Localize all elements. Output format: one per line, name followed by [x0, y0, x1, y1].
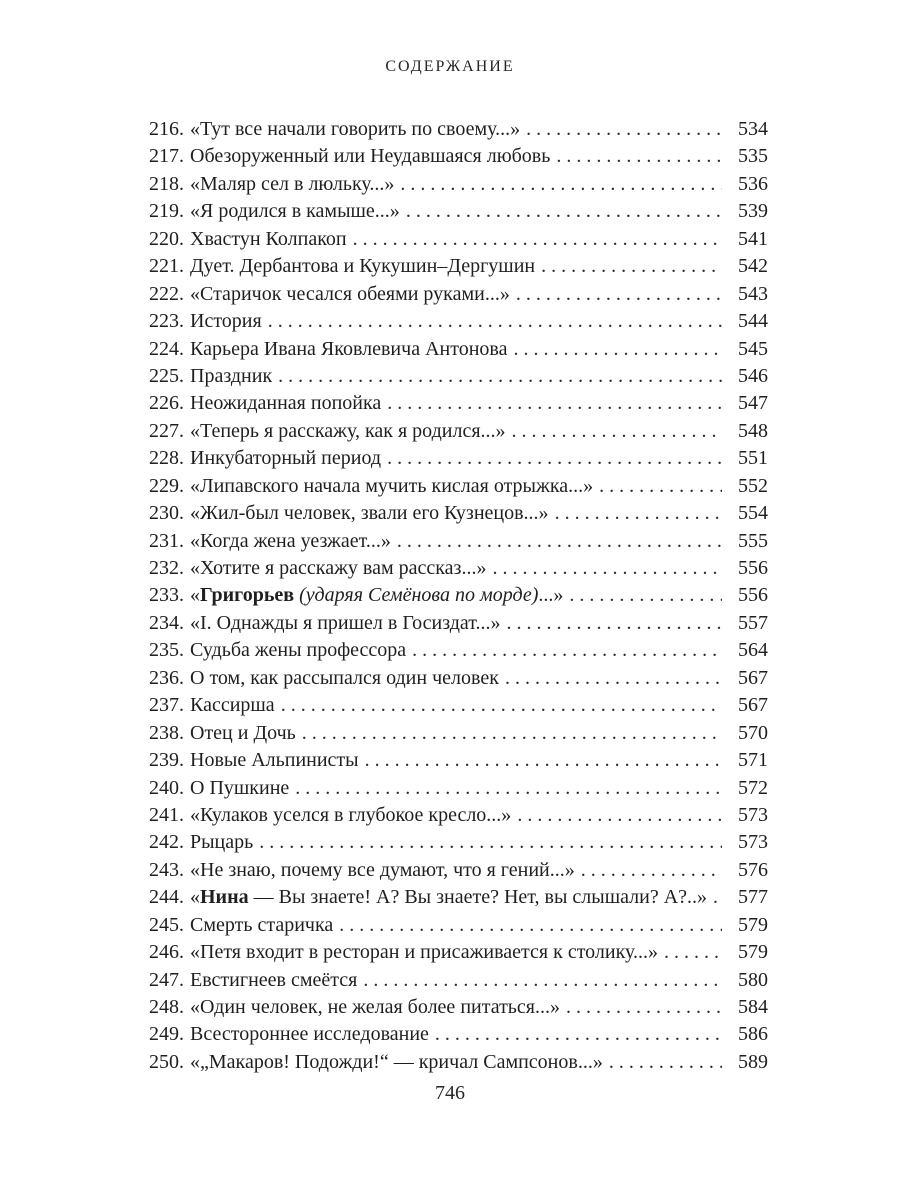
toc-entry-number: 240.	[149, 776, 184, 799]
toc-entry	[149, 500, 768, 527]
dot-leader	[526, 116, 722, 143]
toc-entry-title-segment: «Маляр сел в люльку...»	[190, 172, 395, 195]
toc-entry-number: 250.	[149, 1050, 184, 1073]
toc-page-number: 542	[738, 255, 768, 278]
toc-entry-text	[149, 829, 253, 856]
toc-entry-title-segment: Инкубаторный период	[190, 447, 382, 470]
toc-entry	[149, 171, 768, 198]
toc-entry	[149, 912, 768, 939]
dot-leader	[581, 857, 722, 884]
toc-entry	[149, 665, 768, 692]
toc-entry-number: 242.	[149, 831, 184, 854]
toc-page-number: 572	[738, 776, 768, 799]
dot-leader	[268, 308, 722, 335]
toc-entry-number: 247.	[149, 968, 184, 991]
toc-entry	[149, 363, 768, 390]
toc-entry-text	[149, 747, 359, 774]
toc-entry-title-segment: Карьера Ивана Яковлевича Антонова	[190, 337, 508, 360]
toc-entry-title-segment: «	[190, 584, 200, 607]
toc-entry-number: 239.	[149, 749, 184, 772]
dot-leader	[339, 912, 722, 939]
dot-leader	[512, 418, 722, 445]
toc-entry-number: 235.	[149, 639, 184, 662]
toc-entry-text	[149, 473, 593, 500]
toc-entry-title-segment: Кассирша	[190, 694, 275, 717]
toc-page-number: 564	[738, 639, 768, 662]
toc-entry-title-segment: О том, как рассыпался один человек	[190, 666, 499, 689]
toc-entry-text	[149, 500, 549, 527]
toc-page-number: 545	[738, 337, 768, 360]
toc-entry-title-segment: О Пушкине	[190, 776, 290, 799]
toc-entry-title-segment: «	[190, 886, 200, 909]
toc-entry-number: 218.	[149, 172, 184, 195]
toc-entry-text	[149, 692, 275, 719]
dot-leader	[492, 555, 722, 582]
toc-entry-number: 230.	[149, 502, 184, 525]
toc-entry	[149, 829, 768, 856]
toc-entry-number: 226.	[149, 392, 184, 415]
toc-entry-number: 231.	[149, 529, 184, 552]
toc-entry-number: 216.	[149, 118, 184, 140]
toc-entry-text	[149, 1049, 603, 1076]
toc-entry-title-segment: Хвастун Колпакоп	[190, 227, 347, 250]
toc-page-number: 584	[738, 996, 768, 1018]
dot-leader	[406, 198, 722, 225]
toc-entry-text	[149, 967, 357, 994]
toc-entry-number: 234.	[149, 611, 184, 634]
toc-page-number: 567	[738, 694, 768, 717]
toc-entry-title-segment: «Один человек, не желая более питаться...»	[190, 996, 560, 1018]
toc-entry-text	[149, 281, 510, 308]
dot-leader	[664, 939, 722, 966]
toc-entry	[149, 720, 768, 747]
toc-entry	[149, 555, 768, 582]
toc-page-number: 573	[738, 831, 768, 854]
toc-entry-title-segment: «Старичок чесался обеями руками...»	[190, 282, 510, 305]
toc-entry-title-segment: «Не знаю, почему все думают, что я гений...»	[190, 858, 575, 881]
toc-entry	[149, 884, 768, 911]
dot-leader	[516, 281, 722, 308]
toc-entry-title-segment: «Теперь я расскажу, как я родился...»	[190, 419, 506, 442]
dot-leader	[541, 253, 722, 280]
toc-entry-text	[149, 775, 289, 802]
toc-entry	[149, 418, 768, 445]
toc-entry	[149, 528, 768, 555]
toc-page-number: 579	[738, 941, 768, 964]
toc-entry-text	[149, 939, 658, 966]
toc-page-number: 546	[738, 364, 768, 387]
dot-leader	[507, 610, 722, 637]
toc-entry	[149, 802, 768, 829]
toc-entry	[149, 857, 768, 884]
toc-entry-title-segment: Новые Альпинисты	[190, 749, 359, 772]
toc-page-number: 576	[738, 858, 768, 881]
toc-entry	[149, 198, 768, 225]
toc-entry	[149, 336, 768, 363]
toc-entry-title-segment: Неожиданная попойка	[190, 392, 382, 415]
dot-leader	[281, 692, 722, 719]
toc-entry-number: 223.	[149, 310, 184, 333]
toc-entry-number: 237.	[149, 694, 184, 717]
toc-entry-number: 243.	[149, 858, 184, 881]
toc-entry	[149, 692, 768, 719]
toc-entry-number: 217.	[149, 145, 184, 168]
toc-entry	[149, 390, 768, 417]
toc-entry-text	[149, 555, 486, 582]
dot-leader	[400, 171, 722, 198]
toc-entry-text	[149, 1021, 429, 1048]
toc-entry	[149, 143, 768, 170]
toc-entry-title-segment: Смерть старичка	[190, 913, 334, 936]
dot-leader	[569, 582, 722, 609]
toc-entry-text	[149, 226, 347, 253]
toc-entry-title-segment: — Вы знаете! А? Вы знаете? Нет, вы слышали? А?..»	[248, 886, 708, 909]
toc-entry-text	[149, 884, 707, 911]
toc-page-number: 544	[738, 310, 768, 333]
toc-entry-text	[149, 308, 262, 335]
toc-entry-title-segment: Рыцарь	[190, 831, 254, 854]
toc-entry-title-segment: Всестороннее исследование	[190, 1023, 429, 1046]
toc-page-number: 548	[738, 419, 768, 442]
dot-leader	[397, 528, 722, 555]
toc-entry	[149, 610, 768, 637]
toc-entry-title-segment: «„Макаров! Подожди!“ — кричал Сампсонов...»	[190, 1050, 603, 1073]
dot-leader	[517, 802, 722, 829]
dot-leader	[353, 226, 722, 253]
toc-entry-text	[149, 610, 501, 637]
toc-entry-number: 232.	[149, 557, 184, 579]
toc-page-number: 555	[738, 529, 768, 552]
toc-entry	[149, 1049, 768, 1076]
toc-entry-text	[149, 665, 499, 692]
toc-entry-number: 224.	[149, 337, 184, 360]
toc-entry	[149, 582, 768, 609]
toc-entry-text	[149, 994, 560, 1021]
toc-page-number: 551	[738, 447, 768, 470]
toc-entry	[149, 747, 768, 774]
toc-entry	[149, 967, 768, 994]
toc-page-number: 541	[738, 227, 768, 250]
toc-entry-number: 233.	[149, 584, 184, 607]
toc-entry-title-segment: «Жил-был человек, звали его Кузнецов...»	[190, 502, 549, 525]
dot-leader	[278, 363, 722, 390]
toc-entry-title-segment: «Когда жена уезжает...»	[190, 529, 391, 552]
toc-entry-title-segment: Праздник	[190, 364, 273, 387]
toc-entry	[149, 994, 768, 1021]
toc-entry	[149, 226, 768, 253]
toc-entry-text	[149, 253, 535, 280]
toc-entry	[149, 253, 768, 280]
toc-page-number: 536	[738, 172, 768, 195]
toc-entry-text	[149, 143, 550, 170]
toc-entry-number: 225.	[149, 364, 184, 387]
toc-entry-title-segment: «Я родился в камыше...»	[190, 200, 400, 223]
dot-leader	[365, 747, 722, 774]
toc-entry-title-segment: «Петя входит в ресторан и присаживается к столику...»	[190, 941, 659, 964]
toc-page-number: 570	[738, 721, 768, 744]
dot-leader	[363, 967, 722, 994]
toc-entry	[149, 116, 768, 143]
toc-entry-title-segment: (ударяя Семёнова по морде)	[299, 584, 539, 607]
toc-entry-title-segment: Отец и Дочь	[190, 721, 296, 744]
toc-page-number: 543	[738, 282, 768, 305]
toc-page-number: 567	[738, 666, 768, 689]
dot-leader	[713, 884, 722, 911]
dot-leader	[505, 665, 722, 692]
toc-entry-text	[149, 363, 272, 390]
toc-entry-number: 221.	[149, 255, 184, 278]
toc-entry	[149, 1021, 768, 1048]
toc-entry-text	[149, 445, 381, 472]
toc-entry-number: 236.	[149, 666, 184, 689]
dot-leader	[513, 336, 722, 363]
dot-leader	[566, 994, 722, 1021]
toc-entry	[149, 637, 768, 664]
toc-page-number: 580	[738, 968, 768, 991]
toc-entry-number: 244.	[149, 886, 184, 909]
toc-entry-number: 222.	[149, 282, 184, 305]
toc-page-number: 535	[738, 145, 768, 168]
toc-entry-title-segment: ...»	[538, 584, 564, 607]
toc-entry	[149, 939, 768, 966]
toc-entry-text	[149, 802, 511, 829]
toc-entry-text	[149, 857, 575, 884]
toc-entry-number: 241.	[149, 803, 184, 826]
toc-entry-title-segment: «Липавского начала мучить кислая отрыжка...»	[190, 474, 594, 497]
dot-leader	[387, 390, 722, 417]
dot-leader	[609, 1049, 722, 1076]
toc-entry-text	[149, 720, 296, 747]
toc-entry-number: 227.	[149, 419, 184, 442]
toc-page-number: 554	[738, 502, 768, 525]
toc-page-number: 539	[738, 200, 768, 223]
toc-page-number: 571	[738, 749, 768, 772]
toc-entry-text	[149, 198, 400, 225]
dot-leader	[412, 637, 722, 664]
toc-entry-title-segment: «Хотите я расскажу вам рассказ...»	[190, 557, 487, 579]
toc-page-number: 557	[738, 611, 768, 634]
toc-entry-text	[149, 637, 406, 664]
toc-page-number: 534	[738, 118, 768, 140]
toc-entry-number: 246.	[149, 941, 184, 964]
toc-entry-title-segment: «Тут все начали говорить по своему...»	[190, 118, 521, 140]
toc-entry-number: 249.	[149, 1023, 184, 1046]
toc-page-number: 579	[738, 913, 768, 936]
toc-page-number: 586	[738, 1023, 768, 1046]
toc-entry-title-segment: Григорьев	[200, 584, 295, 607]
toc-page-number: 556	[738, 557, 768, 579]
dot-leader	[259, 829, 722, 856]
toc-entry	[149, 308, 768, 335]
toc-entry-number: 229.	[149, 474, 184, 497]
toc-entry-title-segment: «Кулаков уселся в глубокое кресло...»	[190, 803, 512, 826]
toc-entry-text	[149, 912, 333, 939]
page-title: СОДЕРЖАНИЕ	[385, 58, 515, 75]
toc-entry-title-segment: Судьба жены профессора	[190, 639, 407, 662]
toc-entry-title-segment: Евстигнеев смеётся	[190, 968, 358, 991]
dot-leader	[599, 473, 722, 500]
toc-entry-text	[149, 390, 381, 417]
dot-leader	[555, 500, 722, 527]
toc-entry	[149, 281, 768, 308]
toc-page-number: 552	[738, 474, 768, 497]
dot-leader	[387, 445, 722, 472]
toc-entry-number: 228.	[149, 447, 184, 470]
toc-page-number: 573	[738, 803, 768, 826]
toc-entry-text	[149, 418, 506, 445]
toc-entry-title-segment: Обезоруженный или Неудавшаяся любовь	[190, 145, 551, 168]
toc-entry-number: 219.	[149, 200, 184, 223]
toc-entry-title-segment: Дует. Дербантова и Кукушин–Дергушин	[190, 255, 536, 278]
toc-entry-text	[149, 528, 391, 555]
toc-entry-number: 245.	[149, 913, 184, 936]
toc-entry-text	[149, 116, 520, 143]
toc-page-number: 577	[738, 886, 768, 909]
toc-entry-number: 220.	[149, 227, 184, 250]
dot-leader	[435, 1021, 722, 1048]
dot-leader	[295, 775, 722, 802]
toc-entry	[149, 445, 768, 472]
toc-page-number: 556	[738, 584, 768, 607]
toc-entry-text	[149, 171, 394, 198]
toc-entry-text	[149, 336, 507, 363]
toc-entry-title-segment: История	[190, 310, 262, 333]
toc-entry-number: 248.	[149, 996, 184, 1018]
toc-entry	[149, 473, 768, 500]
dot-leader	[556, 143, 722, 170]
toc-entry-text	[149, 582, 563, 609]
toc-entry-title-segment: Нина	[200, 886, 249, 909]
toc-list	[149, 116, 768, 1076]
toc-entry-number: 238.	[149, 721, 184, 744]
dot-leader	[302, 720, 722, 747]
toc-page-number: 547	[738, 392, 768, 415]
footer-page-number: 746	[435, 1082, 465, 1104]
toc-entry	[149, 775, 768, 802]
toc-page-number: 589	[738, 1050, 768, 1073]
toc-entry-title-segment: «I. Однажды я пришел в Госиздат...»	[190, 611, 501, 634]
